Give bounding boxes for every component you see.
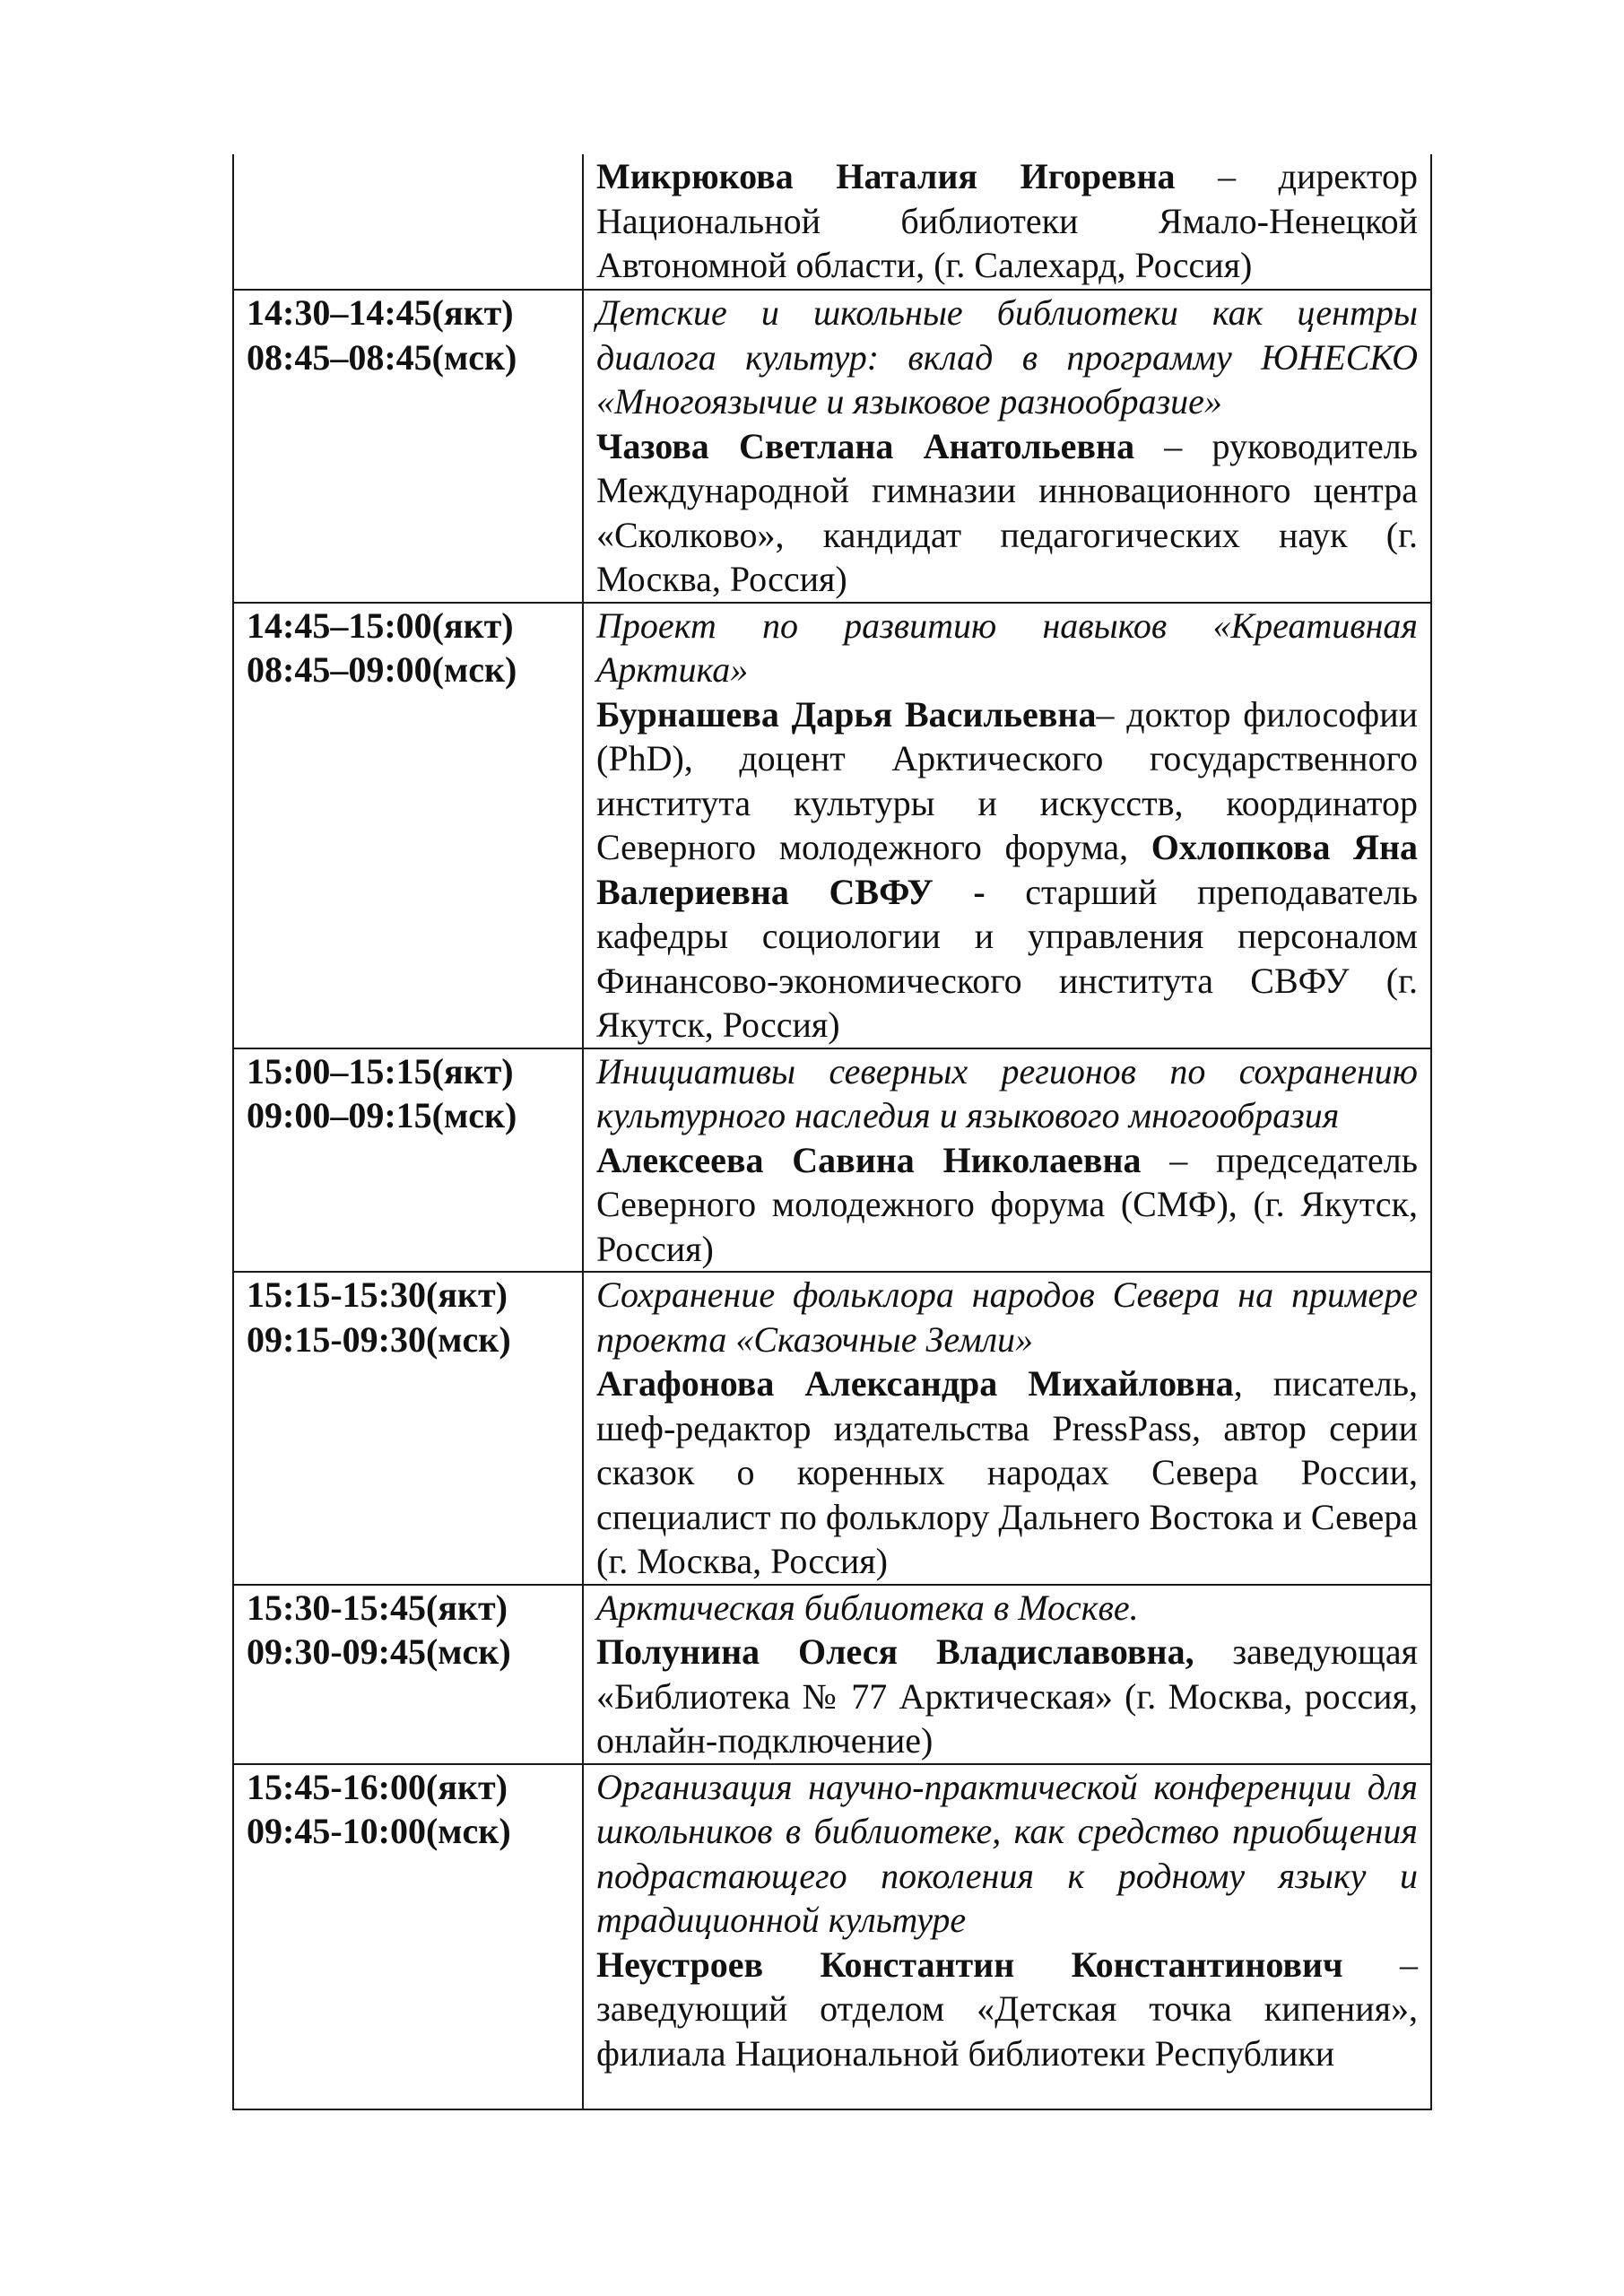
speaker-name: Алексеева Савина Николаевна [596, 1139, 1142, 1180]
speaker-entry [596, 424, 1418, 602]
time-msk: 09:00–09:15(мск) [247, 1095, 517, 1135]
time-cell [233, 154, 583, 290]
speaker-entry [596, 1630, 1418, 1763]
time-msk: 08:45–08:45(мск) [247, 336, 517, 378]
talk-title: Инициативы северных регионов по сохранению культурного наследия и языкового многообразия [596, 1050, 1418, 1135]
table-row [233, 603, 1431, 1048]
speaker-entry [596, 1361, 1418, 1584]
speaker-description: старший преподаватель кафедры социологии и управления персоналом Финансово-экономического института СВФУ (г. Якутск, Россия) [596, 871, 1418, 1045]
time-cell [233, 603, 583, 1048]
talk-title: Организация научно-практической конференции для школьников в библиотеке, как средство приобщения подрастающего поколения к родному языку и традиционной культуре [596, 1766, 1418, 1940]
speaker-description: заведующая «Библиотека № 77 Арктическая» (г. Москва, россия, онлайн-подключение) [596, 1631, 1418, 1761]
time-ykt: 14:30–14:45(якт) [247, 292, 514, 333]
time-cell [233, 290, 583, 603]
speaker-name: Полунина Олеся Владиславовна, [596, 1631, 1194, 1672]
time-msk: 09:15-09:30(мск) [247, 1318, 511, 1360]
speaker-description: – заведующий отделом «Детская точка кипения», филиала Национальной библиотеки Республики [596, 1944, 1418, 2074]
table-row [233, 154, 1431, 290]
talk-title: Арктическая библиотека в Москве. [596, 1587, 1139, 1628]
content-cell [583, 1048, 1431, 1273]
time-cell [233, 1585, 583, 1764]
content-cell [583, 1764, 1431, 2109]
speaker-name: Охлопкова Яна Валериевна СВФУ - [596, 827, 1418, 912]
speaker-name: Чазова Светлана Анатольевна [596, 425, 1135, 466]
table-row [233, 1585, 1431, 1764]
content-cell [583, 154, 1431, 290]
time-cell [233, 1764, 583, 2109]
speaker-name: Бурнашева Дарья Васильевна [596, 693, 1097, 735]
content-cell [583, 1272, 1431, 1585]
table-row [233, 290, 1431, 603]
program-table [232, 154, 1432, 2110]
speaker-description: – руководитель Международной гимназии инновационного центра «Сколково», кандидат педагогических наук (г. Москва, Россия) [596, 425, 1419, 599]
time-msk: 09:45-10:00(мск) [247, 1811, 511, 1851]
content-cell [583, 290, 1431, 603]
time-msk: 08:45–09:00(мск) [247, 649, 517, 690]
speaker-description: , писатель, шеф-редактор издательства PressPass, автор серии сказок о коренных народах Севера России, специалист по фольклору Дальнего Востока и Севера (г. Москва, Россия) [596, 1363, 1418, 1581]
speaker-entry [596, 1943, 1418, 2076]
talk-title: Сохранение фольклора народов Севера на примере проекта «Сказочные Земли» [596, 1274, 1418, 1360]
time-ykt: 15:15-15:30(якт) [247, 1274, 508, 1315]
speaker-entry [596, 692, 1418, 1048]
time-ykt: 15:45-16:00(якт) [247, 1766, 508, 1807]
table-row [233, 1764, 1431, 2109]
time-msk: 09:30-09:45(мск) [247, 1631, 511, 1672]
speaker-entry [596, 154, 1418, 288]
speaker-name: Микрюкова Наталия Игоревна [596, 156, 1176, 196]
time-cell [233, 1048, 583, 1273]
time-ykt: 14:45–15:00(якт) [247, 604, 514, 646]
speaker-name: Неустроев Константин Константинович [596, 1944, 1343, 1985]
content-cell [583, 1585, 1431, 1764]
speaker-description: – доктор философии (PhD), доцент Арктического государственного института культуры и искусств, координатор Северного молодежного форума, [596, 693, 1418, 867]
speaker-description: – председатель Северного молодежного форума (СМФ), (г. Якутск, Россия) [596, 1139, 1418, 1269]
talk-title: Проект по развитию навыков «Креативная Арктика» [596, 604, 1418, 690]
content-cell [583, 603, 1431, 1048]
time-ykt: 15:30-15:45(якт) [247, 1587, 508, 1628]
speaker-name: Агафонова Александра Михайловна [596, 1363, 1234, 1404]
time-cell [233, 1272, 583, 1585]
table-row [233, 1272, 1431, 1585]
talk-title: Детские и школьные библиотеки как центры диалога культур: вклад в программу ЮНЕСКО «Многоязычие и языковое разнообразие» [596, 292, 1418, 422]
speaker-description: – директор Национальной библиотеки Ямало-Ненецкой Автономной области, (г. Салехард, Россия) [596, 156, 1418, 285]
speaker-entry [596, 1138, 1418, 1272]
table-row [233, 1048, 1431, 1273]
time-ykt: 15:00–15:15(якт) [247, 1050, 514, 1091]
